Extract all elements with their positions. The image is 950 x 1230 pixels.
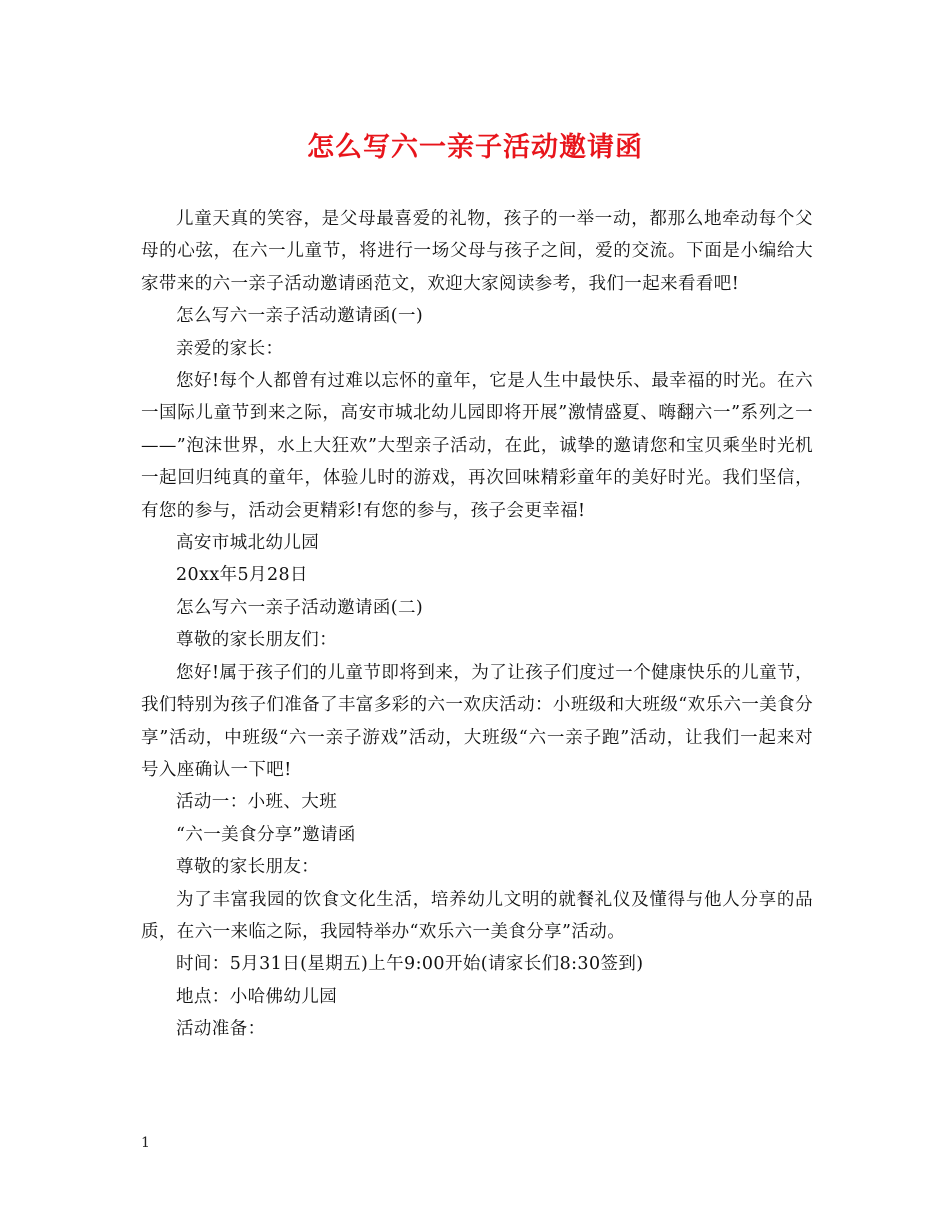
letter-one-date: 20xx年5月28日 [176, 565, 308, 586]
letter-one-body: 您好!每个人都曾有过难以忘怀的童年，它是人生中最快乐、最幸福的时光。在六一国际儿童节到来之际，高安市城北幼儿园即将开展”激情盛夏、嗨翻六一”系列之一——”泡沫世界，水上大狂欢”大型亲子活动，在此，诚挚的邀请您和宝贝乘坐时光机一起回归纯真的童年，体验儿时的游戏，再次回味精彩童年的美好时光。我们坚信，有您的参与，活动会更精彩!有您的参与，孩子会更幸福! [141, 371, 813, 521]
letter-one-signature: 高安市城北幼儿园 [176, 533, 320, 554]
activity-one-title: “六一美食分享”邀请函 [176, 824, 356, 845]
salutation-two: 尊敬的家长朋友们： [176, 630, 338, 651]
salutation-one: 亲爱的家长： [176, 338, 284, 359]
page-number: 1 [141, 1135, 150, 1151]
activity-one-heading: 活动一：小班、大班 [176, 792, 338, 813]
document-body [141, 203, 813, 1046]
section-heading-one: 怎么写六一亲子活动邀请函(一) [176, 306, 424, 327]
letter-two-body: 您好!属于孩子们的儿童节即将到来，为了让孩子们度过一个健康快乐的儿童节，我们特别为孩子们准备了丰富多彩的六一欢庆活动：小班级和大班级“欢乐六一美食分享”活动，中班级“六一亲子游戏”活动，大班级“六一亲子跑”活动，让我们一起来对号入座确认一下吧! [141, 662, 813, 780]
activity-location: 地点：小哈佛幼儿园 [176, 986, 338, 1007]
document-title: 怎么写六一亲子活动邀请函 [307, 132, 643, 163]
section-heading-two: 怎么写六一亲子活动邀请函(二) [176, 597, 424, 618]
activity-one-body: 为了丰富我园的饮食文化生活，培养幼儿文明的就餐礼仪及懂得与他人分享的品质，在六一来临之际，我园特举办“欢乐六一美食分享”活动。 [141, 889, 813, 942]
activity-time: 时间：5月31日(星期五)上午9:00开始(请家长们8:30签到) [176, 954, 644, 975]
activity-preparation: 活动准备： [176, 1019, 266, 1040]
activity-one-salutation: 尊敬的家长朋友： [176, 857, 320, 878]
intro-paragraph: 儿童天真的笑容，是父母最喜爱的礼物，孩子的一举一动，都那么地牵动每个父母的心弦，在六一儿童节，将进行一场父母与孩子之间，爱的交流。下面是小编给大家带来的六一亲子活动邀请函范文，欢迎大家阅读参考，我们一起来看看吧! [141, 209, 813, 294]
